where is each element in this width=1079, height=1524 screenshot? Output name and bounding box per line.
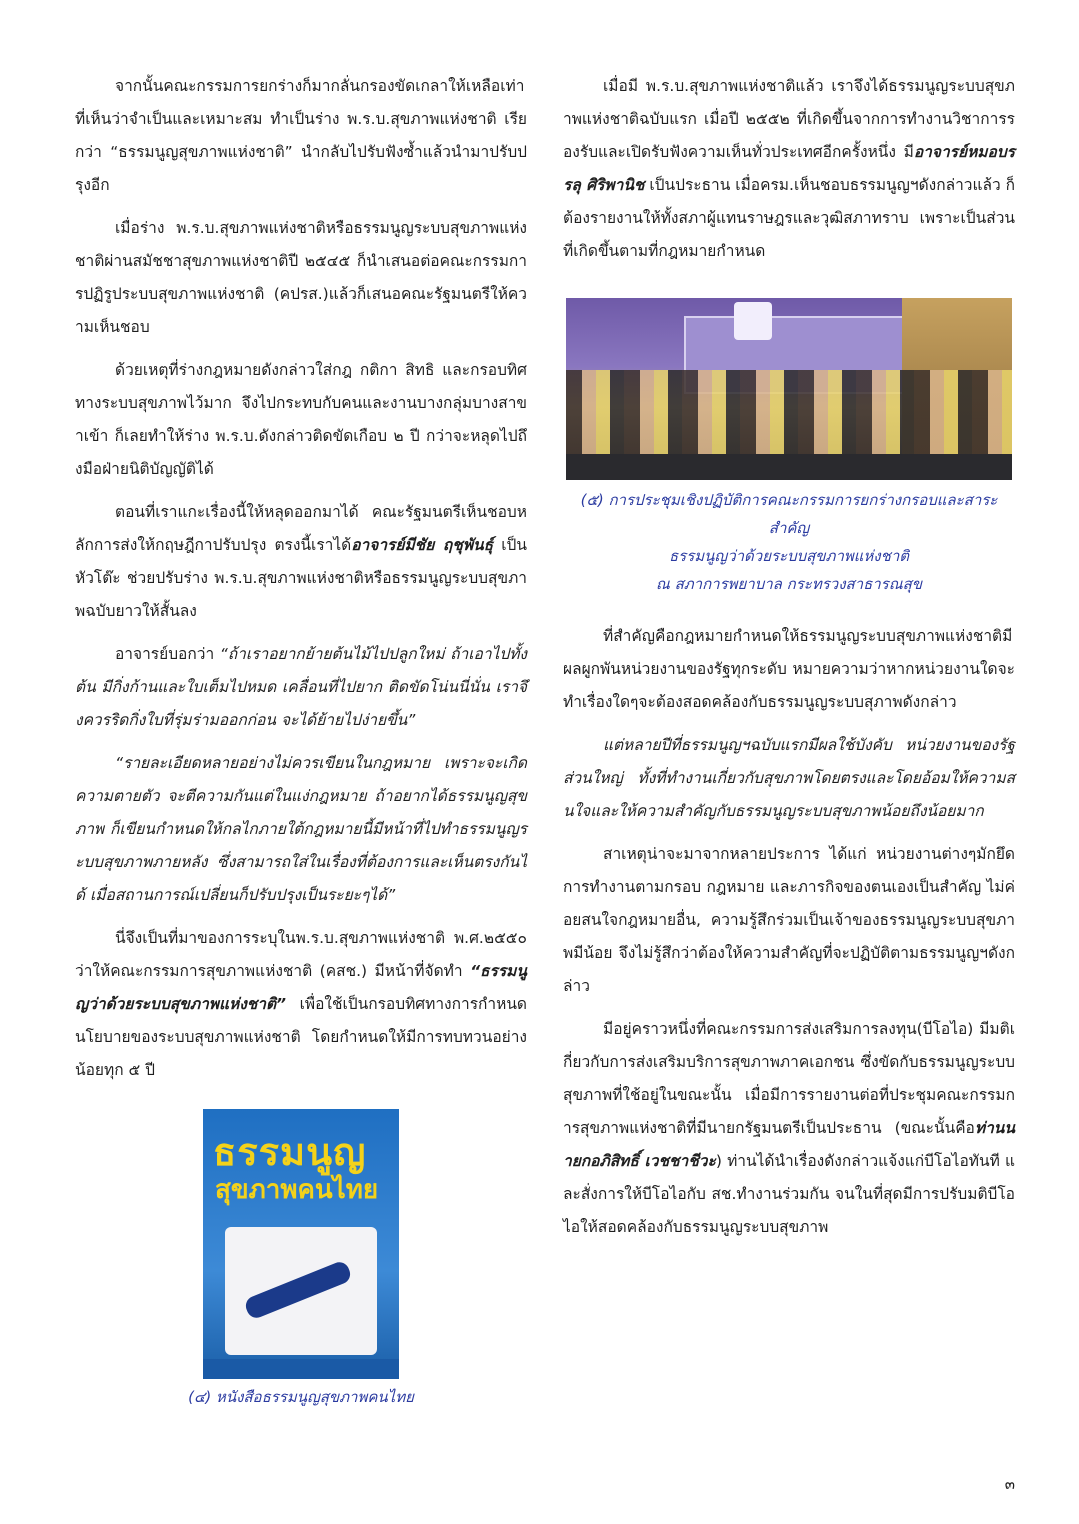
left-paragraph-7 xyxy=(75,922,527,1087)
quote: “ถ้าเราอยากย้ายต้นไม้ไปปลูกใหม่ ถ้าเอาไปทั้งต้น มีกิ่งก้านและใบเต็มไปหมด เคลื่อนที่ไปยาก ติดขัดโน่นนี่นั่น เราจึงควรริดกิ่งใบที่รุ่มร่ามออกก่อน จะได้ย้ายไปง่ายขึ้น” xyxy=(75,645,527,729)
bold-title: “ธรรมนูญว่าด้วยระบบสุขภาพแห่งชาติ” xyxy=(75,962,527,1013)
text: ที่สำคัญคือกฎหมายกำหนดให้ธรรมนูญระบบสุขภาพแห่งชาติมีผลผูกพันหน่วยงานของรัฐทุกระดับ หมายความว่าหากหน่วยงานใดจะทำเรื่องใดๆจะต้องสอดคล้องกับธรรมนูญระบบสุภาพดังกล่าว xyxy=(563,627,1015,711)
photo-caption-line2: ธรรมนูญว่าด้วยระบบสุขภาพแห่งชาติ xyxy=(669,547,909,565)
text: ตอนที่เราแกะเรื่องนี้ให้หลุดออกมาได้ คณะรัฐมนตรีเห็นชอบหลักการส่งให้กฤษฎีกาปรับปรุง ตรงนี้เราได้ xyxy=(75,503,527,554)
book-title-line1: ธรรมนูญ xyxy=(213,1130,367,1174)
left-column xyxy=(75,70,527,1411)
person-name: ท่านนายกอภิสิทธิ์ เวชชาชีวะ xyxy=(563,1119,1015,1170)
text: ) ท่านได้นำเรื่องดังกล่าวแจ้งแก่บีโอไอทันที และสั่งการให้บีโอไอกับ สช.ทำงานร่วมกัน จนในที่สุดมีการปรับมติบีโอไอให้สอดคล้องกับธรรมนูญระบบสุขภาพ xyxy=(563,1152,1015,1236)
book-title-line2: สุขภาพคนไทย xyxy=(215,1175,379,1205)
text: จากนั้นคณะกรรมการยกร่างก็มากลั่นกรองขัดเกลาให้เหลือเท่าที่เห็นว่าจำเป็นและเหมาะสม ทำเป็นร่าง พ.ร.บ.สุขภาพแห่งชาติ เรียกว่า “ธรรมนูญสุขภาพแห่งชาติ” นำกลับไปรับฟังซ้ำแล้วนำมาปรับปรุงอีก xyxy=(75,77,527,194)
book-bottom-bar xyxy=(203,1359,399,1379)
left-paragraph-1 xyxy=(75,70,527,202)
text: มีอยู่คราวหนึ่งที่คณะกรรมการส่งเสริมการลงทุน(บีโอไอ) มีมติเกี่ยวกับการส่งเสริมบริการสุขภาพภาคเอกชน ซึ่งขัดกับธรรมนูญระบบสุขภาพที่ใช้อยู่ในขณะนั้น เมื่อมีการรายงานต่อที่ประชุมคณะกรรมการสุขภาพแห่งชาติที่มีนายกรัฐมนตรีเป็นประธาน (ขณะนั้นคือ xyxy=(563,1020,1015,1137)
logo xyxy=(734,302,772,340)
photo-caption-line3: ณ สภาการพยาบาล กระทรวงสาธารณสุข xyxy=(655,575,923,593)
text: นี่จึงเป็นที่มาของการระบุในพ.ร.บ.สุขภาพแห่งชาติ พ.ศ.๒๕๕๐ ว่าให้คณะกรรมการสุขภาพแห่งชาติ (คสช.) มีหน้าที่จัดทำ xyxy=(75,929,527,980)
left-paragraph-4 xyxy=(75,496,527,628)
person-name: อาจารย์หมอบรรลุ ศิริพานิช xyxy=(563,143,1015,194)
quote: “รายละเอียดหลายอย่างไม่ควรเขียนในกฎหมาย เพราะจะเกิดความตายตัว จะตีความกันแต่ในแง่กฎหมาย ถ้าอยากได้ธรรมนูญสุขภาพ ก็เขียนกำหนดให้กลไกภายใต้กฎหมายนี้มีหน้าที่ไปทำธรรมนูญระบบสุขภาพภายหลัง ซึ่งสามารถใส่ในเรื่องที่ต้องการและเห็นตรงกันได้ เมื่อสถานการณ์เปลี่ยนก็ปรับปรุงเป็นระยะๆได้” xyxy=(75,754,527,904)
text: เมื่อร่าง พ.ร.บ.สุขภาพแห่งชาติหรือธรรมนูญระบบสุขภาพแห่งชาติผ่านสมัชชาสุขภาพแห่งชาติปี ๒๕๔๕ ก็นำเสนอต่อคณะกรรมการปฏิรูประบบสุขภาพแห่งชาติ (คปรส.)แล้วก็เสนอคณะรัฐมนตรีให้ความเห็นชอบ xyxy=(75,219,527,336)
left-paragraph-5 xyxy=(75,638,527,737)
book-caption: (๔) หนังสือธรรมนูญสุขภาพคนไทย xyxy=(188,1388,414,1406)
left-paragraph-2 xyxy=(75,212,527,344)
right-paragraph-2 xyxy=(563,620,1015,719)
right-paragraph-4 xyxy=(563,838,1015,1003)
photo-caption-line1: (๕) การประชุมเชิงปฏิบัติการคณะกรรมการยกร่างกรอบและสาระสำคัญ xyxy=(580,491,998,537)
text: ด้วยเหตุที่ร่างกฎหมายดังกล่าวใส่กฎ กติกา สิทธิ และกรอบทิศทางระบบสุขภาพไว้มาก จึงไปกระทบกับคนและงานบางกลุ่มบางสาขาเข้า ก็เลยทำให้ร่าง พ.ร.บ.ดังกล่าวติดขัดเกือบ ๒ ปี กว่าจะหลุดไปถึงมือฝ่ายนิติบัญญัติได้ xyxy=(75,361,527,478)
right-column xyxy=(563,70,1015,1254)
text: เป็นหัวโต๊ะ ช่วยปรับร่าง พ.ร.บ.สุขภาพแห่งชาติหรือธรรมนูญระบบสุขภาพฉบับยาวให้สั้นลง xyxy=(75,536,527,620)
text: อาจารย์บอกว่า xyxy=(115,645,220,663)
group-photo xyxy=(566,298,1012,480)
text: สาเหตุน่าจะมาจากหลายประการ ได้แก่ หน่วยงานต่างๆมักยึดการทำงานตามกรอบ กฎหมาย และภารกิจของตนเองเป็นสำคัญ ไม่ค่อยสนใจกฎหมายอื่น, ความรู้สึกร่วมเป็นเจ้าของธรรมนูญระบบสุขภาพมีน้อย จึงไม่รู้สึกว่าต้องให้ความสำคัญที่จะปฏิบัติตามธรรมนูญฯดังกล่าว xyxy=(563,845,1015,995)
right-paragraph-3 xyxy=(563,729,1015,828)
person-name: อาจารย์มีชัย ฤชุพันธุ์ xyxy=(351,536,494,554)
right-paragraph-1 xyxy=(563,70,1015,268)
page-number: ๓ xyxy=(1004,1475,1015,1493)
photo-figure xyxy=(563,298,1015,598)
text: เป็นประธาน เมื่อครม.เห็นชอบธรรมนูญฯดังกล่าวแล้ว ก็ต้องรายงานให้ทั้งสภาผู้แทนราษฎรและวุฒิสภาทราบ เพราะเป็นส่วนที่เกิดขึ้นตามที่กฎหมายกำหนด xyxy=(563,176,1016,260)
text: แต่หลายปีที่ธรรมนูญฯฉบับแรกมีผลใช้บังคับ หน่วยงานของรัฐส่วนใหญ่ ทั้งที่ทำงานเกี่ยวกับสุขภาพโดยตรงและโดยอ้อมให้ความสนใจและให้ความสำคัญกับธรรมนูญระบบสุขภาพน้อยถึงน้อยมาก xyxy=(563,736,1015,820)
book-figure xyxy=(75,1109,527,1411)
right-paragraph-5 xyxy=(563,1013,1015,1244)
table xyxy=(566,454,1012,480)
text: เมื่อมี พ.ร.บ.สุขภาพแห่งชาติแล้ว เราจึงได้ธรรมนูญระบบสุขภาพแห่งชาติฉบับแรก เมื่อปี ๒๕๕๒ ที่เกิดขึ้นจากการทำงานวิชาการรองรับและเปิดรับฟังความเห็นทั่วประเทศอีกครั้งหนึ่ง มี xyxy=(563,77,1015,161)
book-cover-image xyxy=(203,1109,399,1379)
text: เพื่อใช้เป็นกรอบทิศทางการกำหนดนโยบายของระบบสุขภาพแห่งชาติ โดยกำหนดให้มีการทบทวนอย่างน้อยทุก ๕ ปี xyxy=(75,995,527,1079)
left-paragraph-3 xyxy=(75,354,527,486)
left-paragraph-6 xyxy=(75,747,527,912)
